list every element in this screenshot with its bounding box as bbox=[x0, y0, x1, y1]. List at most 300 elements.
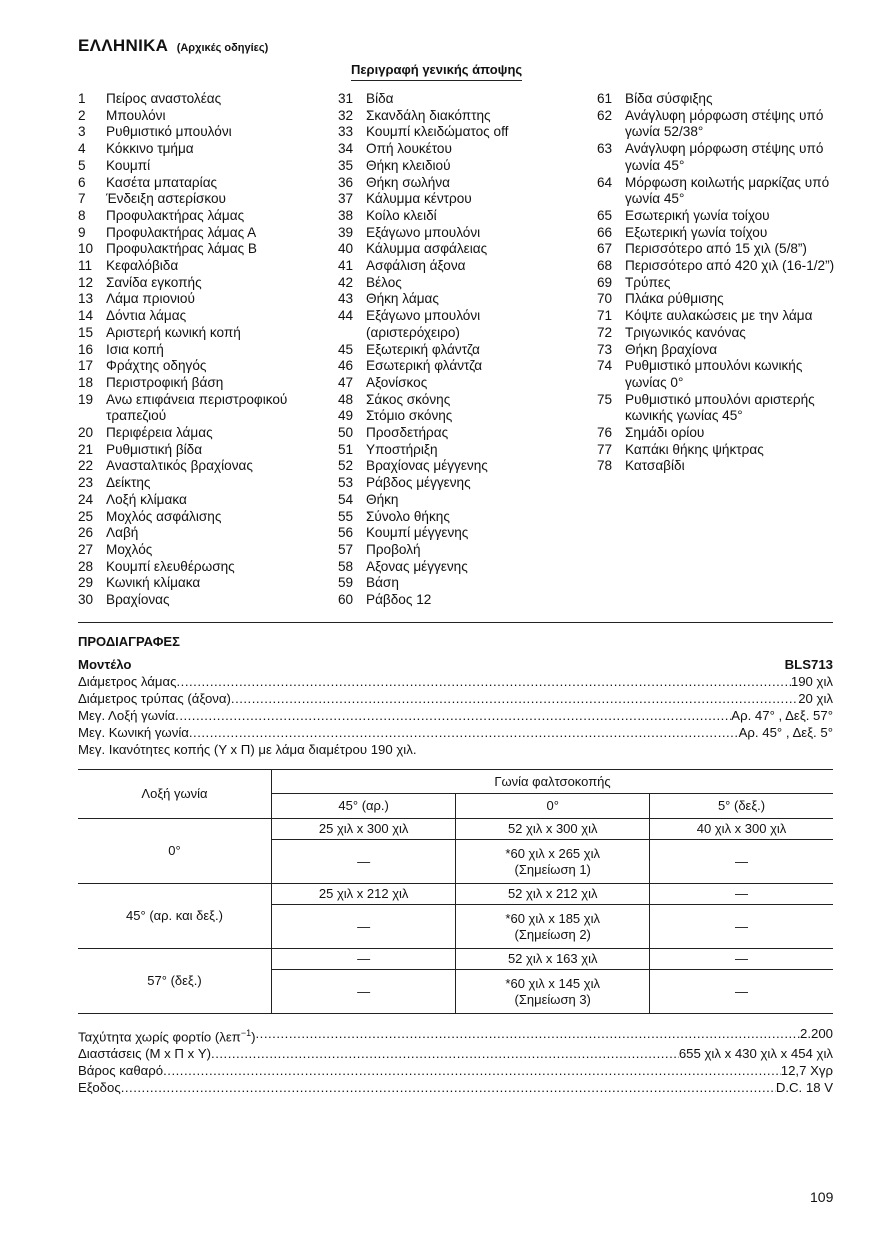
part-name: Ασφάλιση άξονα bbox=[366, 258, 466, 274]
part-name: Προφυλακτήρας λάμας Β bbox=[106, 241, 257, 257]
part-name: Εσωτερική φλάντζα bbox=[366, 358, 483, 374]
part-name: Κατσαβίδι bbox=[625, 458, 685, 474]
spec-label bbox=[78, 1025, 256, 1045]
part-number: 25 bbox=[78, 508, 94, 524]
part-name: Σύνολο θήκης bbox=[366, 508, 450, 524]
part-name: Ράβδος 12 bbox=[366, 592, 432, 608]
part-number: 17 bbox=[78, 358, 94, 374]
part-list-item bbox=[597, 175, 837, 208]
part-name: Προφυλακτήρας λάμας Α bbox=[106, 224, 257, 240]
part-number: 28 bbox=[78, 558, 94, 574]
part-name: Περισσότερο από 420 χιλ (16-1/2”) bbox=[625, 258, 835, 274]
part-list-item bbox=[338, 442, 560, 459]
spec-label bbox=[78, 1062, 163, 1079]
part-list-item bbox=[338, 408, 560, 425]
part-name: Προσδετήρας bbox=[366, 425, 449, 441]
part-list-item bbox=[78, 91, 303, 108]
spec-label-text: Διαστάσεις (Μ x Π x Υ) bbox=[78, 1046, 212, 1062]
spec-row bbox=[78, 1025, 833, 1045]
page-header bbox=[78, 36, 268, 56]
part-name: Κεφαλόβιδα bbox=[106, 258, 179, 274]
part-number: 5 bbox=[78, 157, 86, 173]
part-number: 38 bbox=[338, 207, 354, 223]
part-list-item bbox=[78, 241, 303, 258]
part-number: 11 bbox=[78, 258, 93, 274]
part-list-item bbox=[78, 592, 303, 609]
part-list-item bbox=[78, 392, 303, 425]
part-number: 45 bbox=[338, 341, 354, 357]
language-title: ΕΛΛΗΝΙΚΑ bbox=[78, 36, 169, 55]
part-list-item bbox=[597, 108, 837, 141]
spec-value: 12,7 Χγρ bbox=[780, 1063, 833, 1079]
part-name: Βίδα bbox=[366, 91, 394, 106]
capacity-cell: — bbox=[650, 905, 833, 949]
part-list-item bbox=[78, 108, 303, 125]
part-number: 75 bbox=[597, 391, 613, 407]
part-name: Φράχτης οδηγός bbox=[106, 358, 207, 374]
part-list-item bbox=[338, 425, 560, 442]
dot-leader bbox=[163, 1062, 781, 1079]
part-list-item bbox=[78, 542, 303, 559]
part-list-item bbox=[78, 191, 303, 208]
part-list-item bbox=[78, 225, 303, 242]
part-name: Κουμπί bbox=[106, 157, 151, 173]
part-number: 4 bbox=[78, 141, 86, 157]
parts-list-column-1 bbox=[78, 91, 303, 609]
part-number: 27 bbox=[78, 541, 94, 557]
part-name: Κόκκινο τμήμα bbox=[106, 141, 194, 157]
part-number: 50 bbox=[338, 425, 354, 441]
part-name: Θήκη κλειδιού bbox=[366, 157, 451, 173]
capacity-cell: 52 χιλ x 212 χιλ bbox=[456, 884, 650, 905]
capacity-cell: — bbox=[272, 949, 456, 970]
part-list-item bbox=[338, 509, 560, 526]
spec-value: D.C. 18 V bbox=[775, 1080, 833, 1096]
part-number: 18 bbox=[78, 374, 94, 390]
part-number: 41 bbox=[338, 258, 354, 274]
part-name: Περιστροφική βάση bbox=[106, 374, 224, 390]
part-list-item bbox=[338, 275, 560, 292]
overview-title: Περιγραφή γενικής άποψης bbox=[351, 62, 522, 81]
cutting-capacity-table bbox=[78, 769, 833, 1014]
capacity-note: (Σημείωση 2) bbox=[514, 926, 591, 942]
part-number: 51 bbox=[338, 441, 354, 457]
capacity-cell: 52 χιλ x 300 χιλ bbox=[456, 819, 650, 840]
part-name: Θήκη σωλήνα bbox=[366, 174, 451, 190]
page-number: 109 bbox=[810, 1189, 834, 1205]
part-list-item bbox=[338, 358, 560, 375]
part-number: 36 bbox=[338, 174, 354, 190]
part-list-item bbox=[338, 241, 560, 258]
part-list-item bbox=[78, 559, 303, 576]
spec-value: 190 χιλ bbox=[790, 674, 833, 689]
parts-list-column-3 bbox=[597, 91, 837, 475]
part-number: 9 bbox=[78, 224, 86, 240]
part-name: Τρύπες bbox=[625, 274, 671, 290]
part-number: 26 bbox=[78, 525, 94, 541]
part-number: 43 bbox=[338, 291, 354, 307]
part-number: 58 bbox=[338, 558, 354, 574]
part-list-item bbox=[597, 425, 837, 442]
part-list-item bbox=[78, 275, 303, 292]
part-number: 20 bbox=[78, 425, 94, 441]
part-number: 16 bbox=[78, 341, 94, 357]
part-list-item bbox=[78, 325, 303, 342]
part-name: Ισια κοπή bbox=[106, 341, 164, 357]
part-number: 63 bbox=[597, 141, 613, 157]
part-list-item bbox=[338, 575, 560, 592]
part-list-item bbox=[597, 325, 837, 342]
capacity-note: Μεγ. Ικανότητες κοπής (Υ x Π) με λάμα διαμέτρου 190 χιλ. bbox=[78, 742, 417, 757]
part-list-item bbox=[338, 375, 560, 392]
part-name: Λαβή bbox=[106, 525, 139, 541]
miter-column-header: 5° (δεξ.) bbox=[650, 794, 833, 819]
part-name: Μοχλός ασφάλισης bbox=[106, 508, 222, 524]
part-number: 47 bbox=[338, 374, 354, 390]
section-divider bbox=[78, 622, 833, 623]
part-list-item bbox=[597, 91, 837, 108]
specifications-bottom bbox=[78, 1025, 833, 1096]
part-number: 54 bbox=[338, 491, 354, 507]
part-name: Ράβδος μέγγενης bbox=[366, 475, 471, 491]
part-number: 1 bbox=[78, 91, 86, 106]
part-number: 22 bbox=[78, 458, 94, 474]
spec-label: Διάμετρος τρύπας (άξονα) bbox=[78, 691, 231, 706]
spec-label bbox=[78, 1045, 211, 1062]
spec-label-text: Εξοδος bbox=[78, 1080, 121, 1096]
part-list-item bbox=[597, 308, 837, 325]
part-list-item bbox=[338, 458, 560, 475]
part-number: 66 bbox=[597, 224, 613, 240]
part-name: Ανω επιφάνεια περιστροφικού τραπεζιού bbox=[106, 391, 288, 424]
part-name: Εξωτερική γωνία τοίχου bbox=[625, 224, 768, 240]
part-list-item bbox=[597, 291, 837, 308]
part-number: 24 bbox=[78, 491, 94, 507]
part-name: Υποστήριξη bbox=[366, 441, 438, 457]
part-name: Ανάγλυφη μόρφωση στέψης υπό γωνία 52/38° bbox=[625, 107, 824, 140]
part-number: 74 bbox=[597, 358, 613, 374]
part-list-item bbox=[338, 175, 560, 192]
part-list-item bbox=[78, 291, 303, 308]
spec-label-text: Ταχύτητα χωρίς φορτίο (λεπ bbox=[78, 1029, 241, 1045]
dot-leader bbox=[256, 1025, 800, 1045]
part-name: Σάκος σκόνης bbox=[366, 391, 451, 407]
part-list-item bbox=[338, 291, 560, 308]
part-name: Λοξή κλίμακα bbox=[106, 491, 187, 507]
part-number: 52 bbox=[338, 458, 354, 474]
bevel-angle-header: Λοξή γωνία bbox=[78, 770, 272, 819]
part-name: Βέλος bbox=[366, 274, 402, 290]
part-name: Εξάγωνο μπουλόνι (αριστερόχειρο) bbox=[366, 308, 481, 340]
part-name: Αξονας μέγγενης bbox=[366, 558, 468, 574]
spec-label: Μεγ. Λοξή γωνία bbox=[78, 708, 176, 723]
part-number: 42 bbox=[338, 274, 354, 290]
part-list-item bbox=[78, 208, 303, 225]
capacity-cell: 52 χιλ x 163 χιλ bbox=[456, 949, 650, 970]
part-number: 21 bbox=[78, 441, 94, 457]
spec-value: Αρ. 45° , Δεξ. 5° bbox=[738, 725, 833, 740]
part-list-item bbox=[338, 475, 560, 492]
spec-value: Αρ. 47° , Δεξ. 57° bbox=[731, 708, 833, 723]
capacity-cell: — bbox=[650, 970, 833, 1014]
part-number: 77 bbox=[597, 441, 613, 457]
capacity-cell: — bbox=[650, 840, 833, 884]
part-name: Περιφέρεια λάμας bbox=[106, 425, 213, 441]
specifications-title: ΠΡΟΔΙΑΓΡΑΦΕΣ bbox=[78, 634, 180, 649]
part-number: 34 bbox=[338, 141, 354, 157]
part-name: Δείκτης bbox=[106, 475, 151, 491]
spec-row bbox=[78, 673, 833, 690]
part-number: 35 bbox=[338, 157, 354, 173]
part-list-item bbox=[78, 575, 303, 592]
part-name: Ρυθμιστικό μπουλόνι αριστερής κωνικής γωνίας 45° bbox=[625, 391, 815, 424]
part-number: 33 bbox=[338, 124, 354, 140]
part-name: Ανασταλτικός βραχίονας bbox=[106, 458, 253, 474]
part-number: 6 bbox=[78, 174, 86, 190]
part-name: Βάση bbox=[366, 575, 399, 591]
part-number: 59 bbox=[338, 575, 354, 591]
capacity-note: (Σημείωση 3) bbox=[514, 991, 591, 1007]
part-list-item bbox=[597, 458, 837, 475]
capacity-cell: 25 χιλ x 212 χιλ bbox=[272, 884, 456, 905]
capacity-cell bbox=[456, 970, 650, 1014]
part-list-item bbox=[78, 425, 303, 442]
capacity-cell: 25 χιλ x 300 χιλ bbox=[272, 819, 456, 840]
part-list-item bbox=[597, 141, 837, 174]
part-name: Θήκη λάμας bbox=[366, 291, 439, 307]
part-name: Σανίδα εγκοπής bbox=[106, 274, 202, 290]
part-list-item bbox=[338, 108, 560, 125]
specifications-block bbox=[78, 656, 833, 758]
part-name: Οπή λουκέτου bbox=[366, 141, 452, 157]
miter-column-header: 0° bbox=[456, 794, 650, 819]
dot-leader bbox=[231, 690, 798, 707]
spec-row bbox=[78, 707, 833, 724]
part-list-item bbox=[78, 358, 303, 375]
spec-label-text: Βάρος καθαρό bbox=[78, 1063, 164, 1079]
part-number: 60 bbox=[338, 592, 354, 608]
capacity-cell bbox=[456, 905, 650, 949]
part-name: Κωνική κλίμακα bbox=[106, 575, 201, 591]
part-list-item bbox=[597, 225, 837, 242]
spec-value: 655 χιλ x 430 χιλ x 454 χιλ bbox=[678, 1046, 833, 1062]
part-number: 13 bbox=[78, 291, 94, 307]
part-name: Καπάκι θήκης ψήκτρας bbox=[625, 441, 764, 457]
spec-row bbox=[78, 724, 833, 741]
part-number: 2 bbox=[78, 107, 86, 123]
part-list-item bbox=[597, 258, 837, 275]
part-name: Μπουλόνι bbox=[106, 107, 166, 123]
part-name: Βραχίονας bbox=[106, 592, 170, 608]
part-list-item bbox=[338, 225, 560, 242]
part-list-item bbox=[597, 358, 837, 391]
part-list-item bbox=[597, 241, 837, 258]
part-list-item bbox=[78, 475, 303, 492]
part-name: Ανάγλυφη μόρφωση στέψης υπό γωνία 45° bbox=[625, 141, 824, 173]
part-number: 72 bbox=[597, 324, 613, 340]
dot-leader bbox=[177, 673, 791, 690]
part-name: Βίδα σύσφιξης bbox=[625, 91, 713, 106]
capacity-cell: — bbox=[650, 949, 833, 970]
part-name: Εσωτερική γωνία τοίχου bbox=[625, 207, 770, 223]
part-list-item bbox=[597, 275, 837, 292]
capacity-note: (Σημείωση 1) bbox=[514, 861, 591, 877]
part-list-item bbox=[338, 258, 560, 275]
model-label: Μοντέλο bbox=[78, 657, 132, 672]
capacity-cell: — bbox=[272, 905, 456, 949]
part-name: Λάμα πριονιού bbox=[106, 291, 195, 307]
language-subtitle: (Αρχικές οδηγίες) bbox=[176, 42, 269, 54]
miter-column-header: 45° (αρ.) bbox=[272, 794, 456, 819]
part-name: Αξονίσκος bbox=[366, 374, 428, 390]
spec-row bbox=[78, 1045, 833, 1062]
capacity-value: *60 χιλ x 185 χιλ bbox=[505, 910, 600, 926]
part-name: Θήκη βραχίονα bbox=[625, 341, 718, 357]
part-name: Προφυλακτήρας λάμας bbox=[106, 207, 245, 223]
part-list-item bbox=[78, 525, 303, 542]
dot-leader bbox=[211, 1045, 679, 1062]
part-number: 69 bbox=[597, 274, 613, 290]
part-number: 46 bbox=[338, 358, 354, 374]
part-number: 78 bbox=[597, 458, 613, 474]
part-list-item bbox=[78, 458, 303, 475]
part-list-item bbox=[597, 342, 837, 359]
capacity-cell bbox=[456, 840, 650, 884]
part-number: 29 bbox=[78, 575, 94, 591]
part-list-item bbox=[338, 158, 560, 175]
part-name: Κόψτε αυλακώσεις με την λάμα bbox=[625, 308, 813, 324]
part-number: 73 bbox=[597, 341, 613, 357]
part-number: 14 bbox=[78, 308, 94, 324]
part-name: Ρυθμιστική βίδα bbox=[106, 441, 203, 457]
part-number: 10 bbox=[78, 241, 94, 257]
part-list-item bbox=[78, 258, 303, 275]
part-name: Ρυθμιστικό μπουλόνι κωνικής γωνίας 0° bbox=[625, 358, 803, 390]
part-number: 65 bbox=[597, 207, 613, 223]
part-list-item bbox=[78, 509, 303, 526]
part-list-item bbox=[338, 208, 560, 225]
spec-value: 2.200 bbox=[799, 1026, 833, 1041]
part-list-item bbox=[78, 492, 303, 509]
spec-row bbox=[78, 1062, 833, 1079]
part-number: 67 bbox=[597, 241, 613, 257]
capacity-cell: — bbox=[272, 970, 456, 1014]
part-name: Δόντια λάμας bbox=[106, 308, 187, 324]
part-number: 68 bbox=[597, 258, 613, 274]
part-list-item bbox=[78, 141, 303, 158]
capacity-cell: — bbox=[272, 840, 456, 884]
part-list-item bbox=[338, 392, 560, 409]
part-name: Κασέτα μπαταρίας bbox=[106, 174, 218, 190]
part-number: 31 bbox=[338, 91, 354, 106]
part-list-item bbox=[78, 342, 303, 359]
part-list-item bbox=[338, 342, 560, 359]
capacity-value: *60 χιλ x 265 χιλ bbox=[505, 845, 600, 861]
part-number: 49 bbox=[338, 408, 354, 424]
model-row bbox=[78, 656, 833, 673]
part-list-item bbox=[338, 542, 560, 559]
part-list-item bbox=[338, 492, 560, 509]
part-number: 23 bbox=[78, 475, 94, 491]
part-number: 7 bbox=[78, 191, 86, 207]
part-number: 3 bbox=[78, 124, 86, 140]
model-value: BLS713 bbox=[784, 657, 833, 672]
part-list-item bbox=[597, 442, 837, 459]
part-number: 55 bbox=[338, 508, 354, 524]
part-name: Κουμπί μέγγενης bbox=[366, 525, 469, 541]
spec-label: Διάμετρος λάμας bbox=[78, 674, 177, 689]
part-number: 15 bbox=[78, 324, 94, 340]
part-number: 53 bbox=[338, 475, 354, 491]
part-list-item bbox=[78, 158, 303, 175]
part-list-item bbox=[338, 559, 560, 576]
part-number: 56 bbox=[338, 525, 354, 541]
part-name: Πλάκα ρύθμισης bbox=[625, 291, 724, 307]
part-list-item bbox=[338, 308, 560, 341]
part-number: 62 bbox=[597, 107, 613, 123]
part-list-item bbox=[338, 124, 560, 141]
part-name: Περισσότερο από 15 χιλ (5/8”) bbox=[625, 241, 807, 257]
bevel-angle-cell: 0° bbox=[78, 819, 272, 884]
part-name: Κάλυμμα κέντρου bbox=[366, 191, 472, 207]
part-name: Κοίλο κλειδί bbox=[366, 207, 437, 223]
part-list-item bbox=[338, 191, 560, 208]
miter-angle-header: Γωνία φαλτσοκοπής bbox=[272, 770, 834, 794]
part-number: 76 bbox=[597, 425, 613, 441]
part-name: Βραχίονας μέγγενης bbox=[366, 458, 488, 474]
part-list-item bbox=[597, 208, 837, 225]
part-number: 57 bbox=[338, 541, 354, 557]
part-name: Πείρος αναστολέας bbox=[106, 91, 222, 106]
part-number: 32 bbox=[338, 107, 354, 123]
part-name: Κάλυμμα ασφάλειας bbox=[366, 241, 488, 257]
part-name: Προβολή bbox=[366, 541, 421, 557]
spec-label-end: ) bbox=[251, 1029, 256, 1045]
dot-leader bbox=[175, 707, 731, 724]
part-name: Μοχλός bbox=[106, 541, 153, 557]
part-name: Ένδειξη αστερίσκου bbox=[106, 191, 226, 207]
spec-row bbox=[78, 690, 833, 707]
spec-value: 20 χιλ bbox=[798, 691, 833, 706]
part-list-item bbox=[597, 392, 837, 425]
spec-label bbox=[78, 1079, 121, 1096]
part-list-item bbox=[338, 141, 560, 158]
parts-list-column-2 bbox=[338, 91, 560, 609]
spec-label: Μεγ. Κωνική γωνία bbox=[78, 725, 189, 740]
spec-label-superscript: −1 bbox=[240, 1028, 252, 1038]
part-list-item bbox=[338, 592, 560, 609]
part-list-item bbox=[78, 308, 303, 325]
spec-row bbox=[78, 1079, 833, 1096]
part-list-item bbox=[78, 375, 303, 392]
part-name: Αριστερή κωνική κοπή bbox=[106, 324, 241, 340]
part-name: Ρυθμιστικό μπουλόνι bbox=[106, 124, 232, 140]
part-list-item bbox=[338, 91, 560, 108]
part-name: Μόρφωση κοιλωτής μαρκίζας υπό γωνία 45° bbox=[625, 174, 830, 207]
part-name: Σημάδι ορίου bbox=[625, 425, 705, 441]
part-number: 64 bbox=[597, 174, 613, 190]
part-name: Θήκη bbox=[366, 491, 399, 507]
dot-leader bbox=[189, 724, 739, 741]
part-number: 70 bbox=[597, 291, 613, 307]
part-name: Κουμπί κλειδώματος off bbox=[366, 124, 509, 140]
part-number: 40 bbox=[338, 241, 354, 257]
bevel-angle-cell: 45° (αρ. και δεξ.) bbox=[78, 884, 272, 949]
part-list-item bbox=[78, 175, 303, 192]
part-number: 39 bbox=[338, 224, 354, 240]
part-name: Εξωτερική φλάντζα bbox=[366, 341, 480, 357]
part-number: 37 bbox=[338, 191, 354, 207]
